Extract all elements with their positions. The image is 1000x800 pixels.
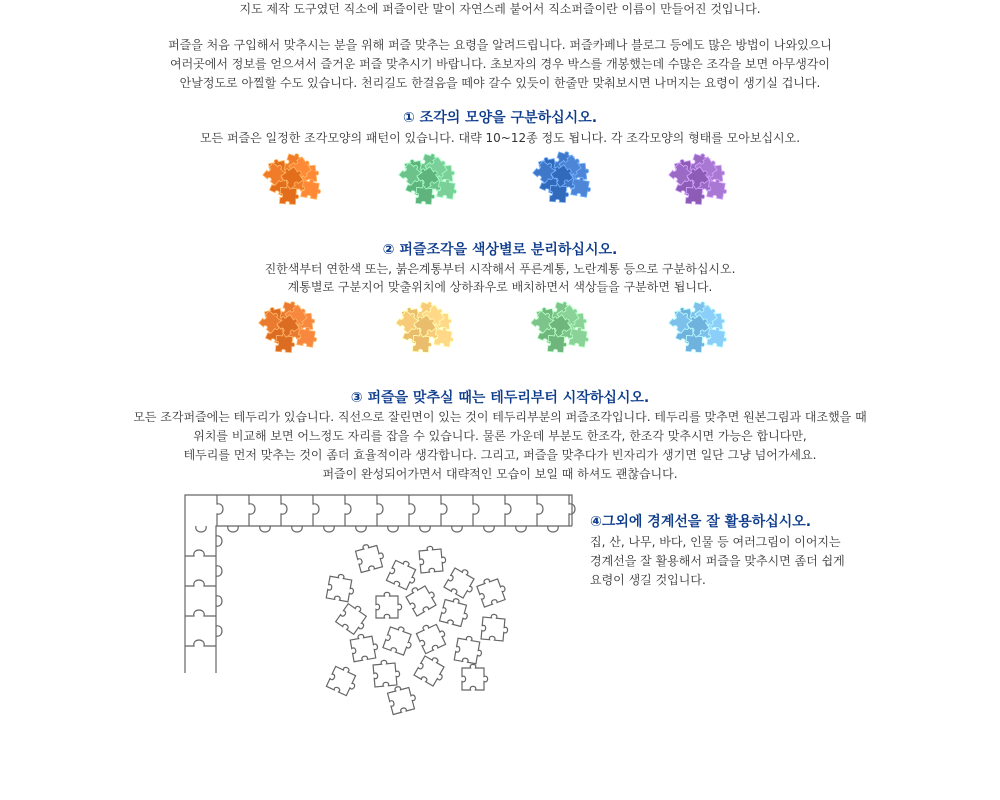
puzzle-cluster-light-green xyxy=(530,300,592,356)
step4-heading: ④그외에 경계선을 잘 활용하십시오. xyxy=(590,514,812,530)
puzzle-cluster-blue xyxy=(532,150,594,206)
step3-heading: ③ 퍼즐을 맞추실 때는 테두리부터 시작하십시오. xyxy=(350,390,650,406)
puzzle-pieces-icon xyxy=(262,152,324,208)
puzzle-cluster-purple xyxy=(668,152,730,208)
puzzle-pieces-icon xyxy=(398,152,460,208)
puzzle-pieces-icon xyxy=(530,300,592,356)
step2-description-line-2: 계통별로 구분지어 맞출위치에 상하좌우로 배치하면서 색상들을 구분하면 됩니다. xyxy=(287,280,713,294)
step3-description-line-4: 퍼즐이 완성되어가면서 대략적인 모습이 보일 때 하셔도 괜찮습니다. xyxy=(322,467,678,481)
puzzle-cluster-red-orange xyxy=(258,300,320,356)
puzzle-pieces-icon xyxy=(668,300,730,356)
puzzle-cluster-yellow xyxy=(395,300,457,356)
puzzle-pieces-icon xyxy=(532,150,594,206)
border-puzzle-illustration xyxy=(180,490,580,720)
step3-description-line-1: 모든 조각퍼즐에는 테두리가 있습니다. 직선으로 잘린면이 있는 것이 테두리부분의 퍼즐조각입니다. 테두리를 맞추면 원본그림과 대조했을 때 xyxy=(133,410,867,424)
step2-description-line-1: 진한색부터 연한색 또는, 붉은계통부터 시작해서 푸른계통, 노란계통 등으로 구분하십시오. xyxy=(264,262,736,276)
intro-paragraph-line-2: 여러곳에서 정보를 얻으셔서 즐거운 퍼즐 맞추시기 바랍니다. 초보자의 경우 박스를 개봉했는데 수많은 조각을 보면 아무생각이 xyxy=(169,57,830,71)
intro-paragraph-line-1: 퍼즐을 처음 구입해서 맞추시는 분을 위해 퍼즐 맞추는 요령을 알려드립니다. 퍼즐카페나 블로그 등에도 많은 방법이 나와있으니 xyxy=(168,38,832,52)
puzzle-pieces-icon xyxy=(395,300,457,356)
puzzle-pieces-icon xyxy=(258,300,320,356)
puzzle-pieces-icon xyxy=(668,152,730,208)
step3-description-line-2: 위치를 비교해 보면 어느정도 자리를 잡을 수 있습니다. 물론 가운데 부분도 한조각, 한조각 맞추시면 가능은 합니다만, xyxy=(193,429,807,443)
puzzle-cluster-green xyxy=(398,152,460,208)
puzzle-cluster-orange xyxy=(262,152,324,208)
step1-description: 모든 퍼즐은 일정한 조각모양의 패턴이 있습니다. 대략 10~12종 정도 됩니다. 각 조각모양의 형태를 모아보십시오. xyxy=(199,131,801,145)
step3-description-line-3: 테두리를 먼저 맞추는 것이 좀더 효율적이라 생각합니다. 그리고, 퍼즐을 맞추다가 빈자리가 생기면 일단 그냥 넘어가세요. xyxy=(183,448,817,462)
step4-description-line-1: 집, 산, 나무, 바다, 인물 등 여러그림이 이어지는 xyxy=(590,535,841,549)
intro-line: 지도 제작 도구였던 직소에 퍼즐이란 말이 자연스레 붙어서 직소퍼즐이란 이름이 만들어진 것입니다. xyxy=(239,2,761,16)
puzzle-cluster-sky-blue xyxy=(668,300,730,356)
intro-paragraph-line-3: 안날정도로 아찔할 수도 있습니다. 천리길도 한걸음을 떼야 갈수 있듯이 한줄만 맞춰보시면 나머지는 요령이 생기실 겁니다. xyxy=(179,76,821,90)
step4-description-line-2: 경계선을 잘 활용해서 퍼즐을 맞추시면 좀더 쉽게 xyxy=(590,554,845,568)
step1-heading: ① 조각의 모양을 구분하십시오. xyxy=(402,110,598,126)
step4-description-line-3: 요령이 생길 것입니다. xyxy=(590,573,706,587)
step2-heading: ② 퍼즐조각을 색상별로 분리하십시오. xyxy=(382,242,618,258)
